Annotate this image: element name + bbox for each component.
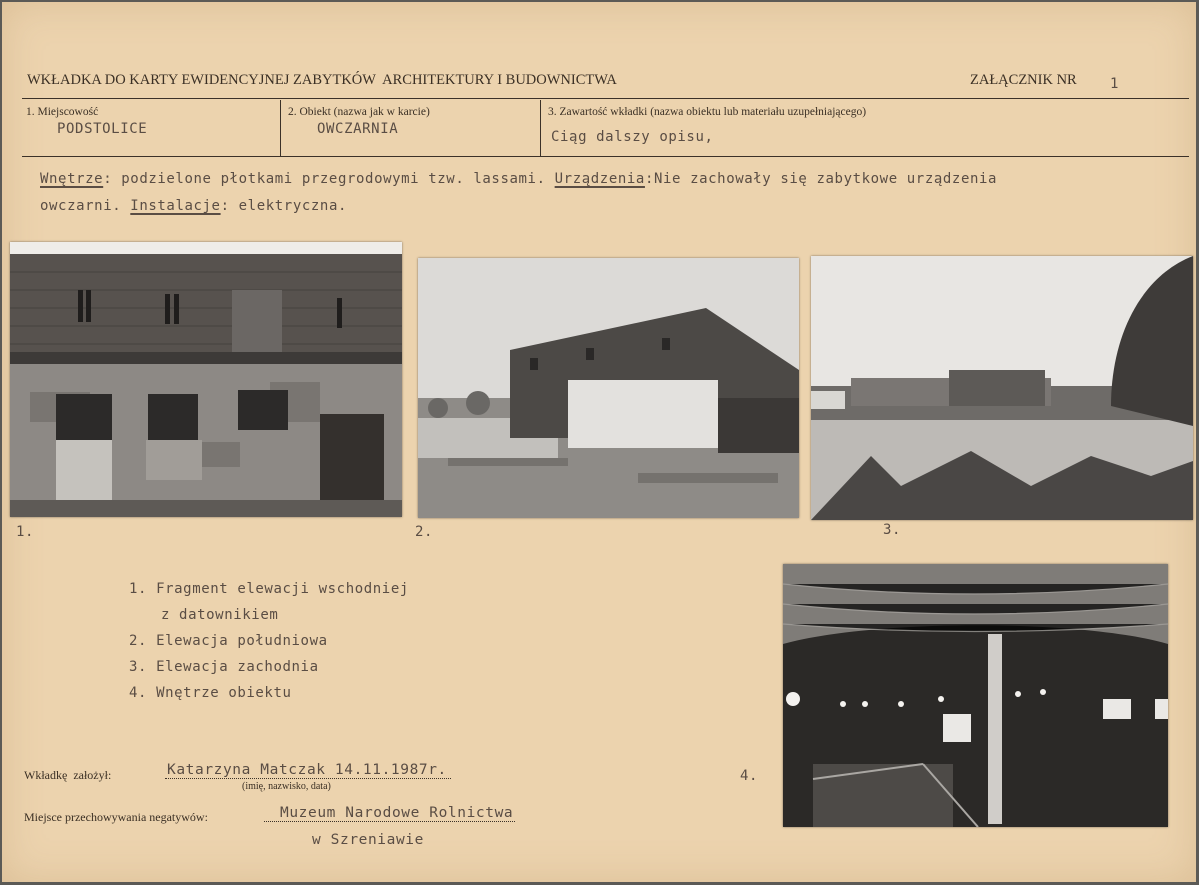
- content-value: Ciąg dalszy opisu,: [551, 129, 714, 145]
- photo-2-number: 2.: [415, 524, 434, 540]
- fields-rule: [22, 156, 1189, 157]
- devices-text: :Nie zachowały się zabytkowe urządzenia: [644, 171, 998, 187]
- founded-label-a: Wkładkę: [24, 768, 68, 782]
- header-rule: [22, 98, 1189, 99]
- installations-text: : elektryczna.: [220, 198, 347, 214]
- attachment-label: ZAŁĄCZNIK NR: [970, 72, 1077, 88]
- photo-1-number: 1.: [16, 524, 35, 540]
- photo-3-west-facade: [811, 256, 1193, 520]
- caption-1: 1. Fragment elewacji wschodniej: [129, 581, 409, 597]
- description-line-2-start: owczarni.: [40, 198, 131, 214]
- record-card: [2, 2, 1196, 882]
- interior-label: Wnętrze: [40, 171, 104, 187]
- founded-label-b: założył:: [73, 768, 112, 782]
- locality-label: 1. Miejscowość: [26, 106, 99, 118]
- column-divider: [540, 100, 541, 156]
- photo-2-south-facade: [418, 258, 799, 518]
- description-line-2: [40, 198, 347, 214]
- founded-hint: (imię, nazwisko, data): [242, 781, 331, 792]
- photo-1-east-facade: [10, 242, 402, 517]
- negatives-value-line-1: Muzeum Narodowe Rolnictwa: [264, 805, 515, 822]
- photo-3-number: 3.: [883, 522, 902, 538]
- object-label: 2. Obiekt (nazwa jak w karcie): [288, 106, 430, 118]
- form-title: WKŁADKA DO KARTY EWIDENCYJNEJ ZABYTKÓW ARCHITEKTURY I BUDOWNICTWA: [27, 72, 617, 88]
- photo-4-number: 4.: [740, 768, 759, 784]
- caption-1-continued: z datownikiem: [161, 607, 279, 623]
- locality-value: PODSTOLICE: [57, 121, 148, 137]
- column-divider: [280, 100, 281, 156]
- object-value: OWCZARNIA: [317, 121, 399, 137]
- content-label: 3. Zawartość wkładki (nazwa obiektu lub materiału uzupełniającego): [548, 106, 867, 118]
- photo-4-interior: [783, 564, 1168, 827]
- negatives-label: Miejsce przechowywania negatywów:: [24, 810, 208, 824]
- devices-label: Urządzenia: [554, 171, 645, 187]
- attachment-number: 1: [1110, 76, 1120, 92]
- caption-2: 2. Elewacja południowa: [129, 633, 328, 649]
- founded-label: [24, 768, 111, 783]
- photo-captions: [129, 576, 409, 706]
- caption-4: 4. Wnętrze obiektu: [129, 685, 292, 701]
- founded-value: Katarzyna Matczak 14.11.1987r.: [165, 762, 451, 779]
- negatives-value-line-2: w Szreniawie: [312, 832, 424, 848]
- caption-3: 3. Elewacja zachodnia: [129, 659, 319, 675]
- interior-text: : podzielone płotkami przegrodowymi tzw. lassami.: [103, 171, 555, 187]
- description-line-1: [40, 171, 997, 187]
- installations-label: Instalacje: [130, 198, 221, 214]
